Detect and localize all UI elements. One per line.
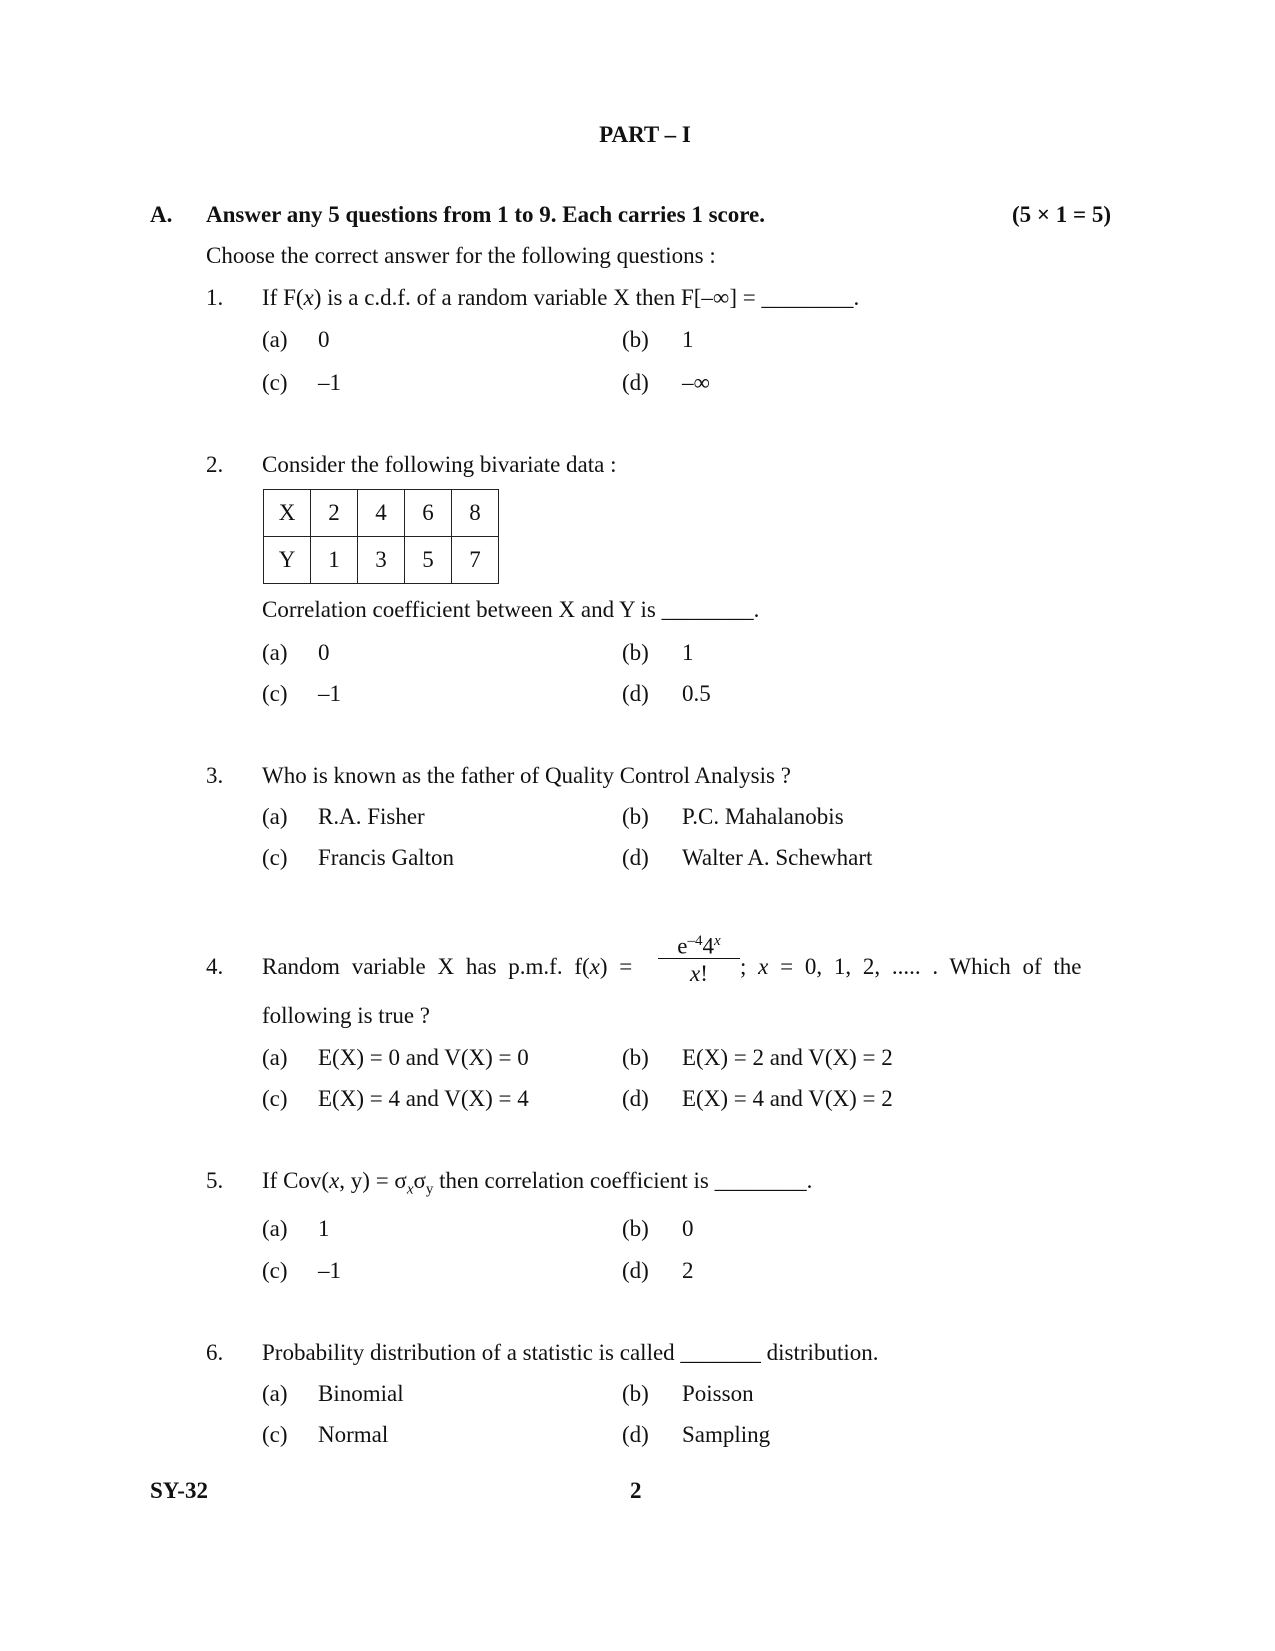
table-row xyxy=(264,537,499,584)
option-label: (c) xyxy=(262,1258,288,1283)
section-instruction: Answer any 5 questions from 1 to 9. Each carries 1 score. xyxy=(206,202,765,227)
option-label: (b) xyxy=(622,327,649,352)
option-value: Poisson xyxy=(682,1381,754,1406)
option-label: (b) xyxy=(622,1381,649,1406)
option-value: 0 xyxy=(318,327,330,352)
bivariate-data-table xyxy=(263,489,499,584)
question-text: Probability distribution of a statistic is called _______ distribution. xyxy=(262,1340,879,1365)
question-text-continued: ; x = 0, 1, 2, ..... . Which of the xyxy=(740,954,1082,979)
option-value: 2 xyxy=(682,1258,694,1283)
option-label: (b) xyxy=(622,640,649,665)
option-label: (c) xyxy=(262,845,288,870)
table-row xyxy=(264,490,499,537)
option-label: (d) xyxy=(622,370,649,395)
option-label: (d) xyxy=(622,1422,649,1447)
option-value: Sampling xyxy=(682,1422,771,1447)
option-label: (c) xyxy=(262,681,288,706)
option-value: –1 xyxy=(318,681,341,706)
pmf-fraction xyxy=(658,924,740,989)
option-label: (a) xyxy=(262,327,288,352)
option-value: P.C. Mahalanobis xyxy=(682,804,844,829)
table-cell: 4 xyxy=(358,490,405,537)
option-value: –∞ xyxy=(682,370,710,395)
question-text: If Cov(x, $y) = \sigma_x\sigma_y$ then correlation coefficient is ________. xyxy=(262,1168,813,1198)
option-value: E(X) = 2 and V(X) = 2 xyxy=(682,1045,893,1070)
question-text: If F(x) is a c.d.f. of a random variable X then F[–∞] = ________. xyxy=(262,285,860,310)
table-cell: 5 xyxy=(405,537,452,584)
option-value: E(X) = 0 and V(X) = 0 xyxy=(318,1045,529,1070)
table-cell: 2 xyxy=(311,490,358,537)
table-cell: 8 xyxy=(452,490,499,537)
option-label: (d) xyxy=(622,681,649,706)
page-title: PART – I xyxy=(599,122,691,147)
question-number: 3. xyxy=(206,763,224,788)
option-label: (c) xyxy=(262,1086,288,1111)
option-value: 0 xyxy=(682,1216,694,1241)
table-cell: X xyxy=(264,490,311,537)
option-value: R.A. Fisher xyxy=(318,804,425,829)
option-value: 1 xyxy=(682,327,694,352)
section-marks: (5 × 1 = 5) xyxy=(1012,202,1112,227)
option-label: (b) xyxy=(622,804,649,829)
question-text-line2: following is true ? xyxy=(262,1003,430,1028)
option-value: 0.5 xyxy=(682,681,711,706)
question-text: Random variable X has p.m.f. f(x) = xyxy=(262,954,633,979)
option-label: (a) xyxy=(262,640,288,665)
option-value: –1 xyxy=(318,1258,341,1283)
option-value: Francis Galton xyxy=(318,845,455,870)
option-value: 1 xyxy=(318,1216,330,1241)
question-number: 1. xyxy=(206,285,224,310)
option-label: (a) xyxy=(262,1216,288,1241)
paper-code: SY-32 xyxy=(150,1478,208,1503)
table-cell: 1 xyxy=(311,537,358,584)
fraction-denominator: x! xyxy=(690,961,708,986)
question-subtext: Correlation coefficient between X and Y is ________. xyxy=(262,597,760,622)
question-number: 5. xyxy=(206,1168,224,1193)
question-text: Consider the following bivariate data : xyxy=(262,452,617,477)
option-label: (d) xyxy=(622,1086,649,1111)
page-number: 2 xyxy=(630,1478,642,1503)
option-value: Normal xyxy=(318,1422,389,1447)
option-label: (a) xyxy=(262,804,288,829)
section-subinstruction: Choose the correct answer for the following questions : xyxy=(206,243,716,268)
option-label: (c) xyxy=(262,1422,288,1447)
table-cell: 6 xyxy=(405,490,452,537)
option-label: (b) xyxy=(622,1045,649,1070)
option-value: E(X) = 4 and V(X) = 4 xyxy=(318,1086,529,1111)
fraction-numerator: $e^{-4}4^x$ xyxy=(658,924,740,959)
question-number: 4. xyxy=(206,954,224,979)
option-value: Walter A. Schewhart xyxy=(682,845,873,870)
option-value: –1 xyxy=(318,370,341,395)
option-label: (a) xyxy=(262,1381,288,1406)
option-value: E(X) = 4 and V(X) = 2 xyxy=(682,1086,893,1111)
option-label: (d) xyxy=(622,845,649,870)
option-value: 0 xyxy=(318,640,330,665)
question-text: Who is known as the father of Quality Control Analysis ? xyxy=(262,763,791,788)
section-label: A. xyxy=(150,202,173,227)
table-cell: 7 xyxy=(452,537,499,584)
option-value: 1 xyxy=(682,640,694,665)
table-cell: Y xyxy=(264,537,311,584)
option-label: (b) xyxy=(622,1216,649,1241)
option-label: (d) xyxy=(622,1258,649,1283)
question-number: 6. xyxy=(206,1340,224,1365)
table-cell: 3 xyxy=(358,537,405,584)
question-number: 2. xyxy=(206,452,224,477)
option-label: (a) xyxy=(262,1045,288,1070)
option-value: Binomial xyxy=(318,1381,404,1406)
option-label: (c) xyxy=(262,370,288,395)
